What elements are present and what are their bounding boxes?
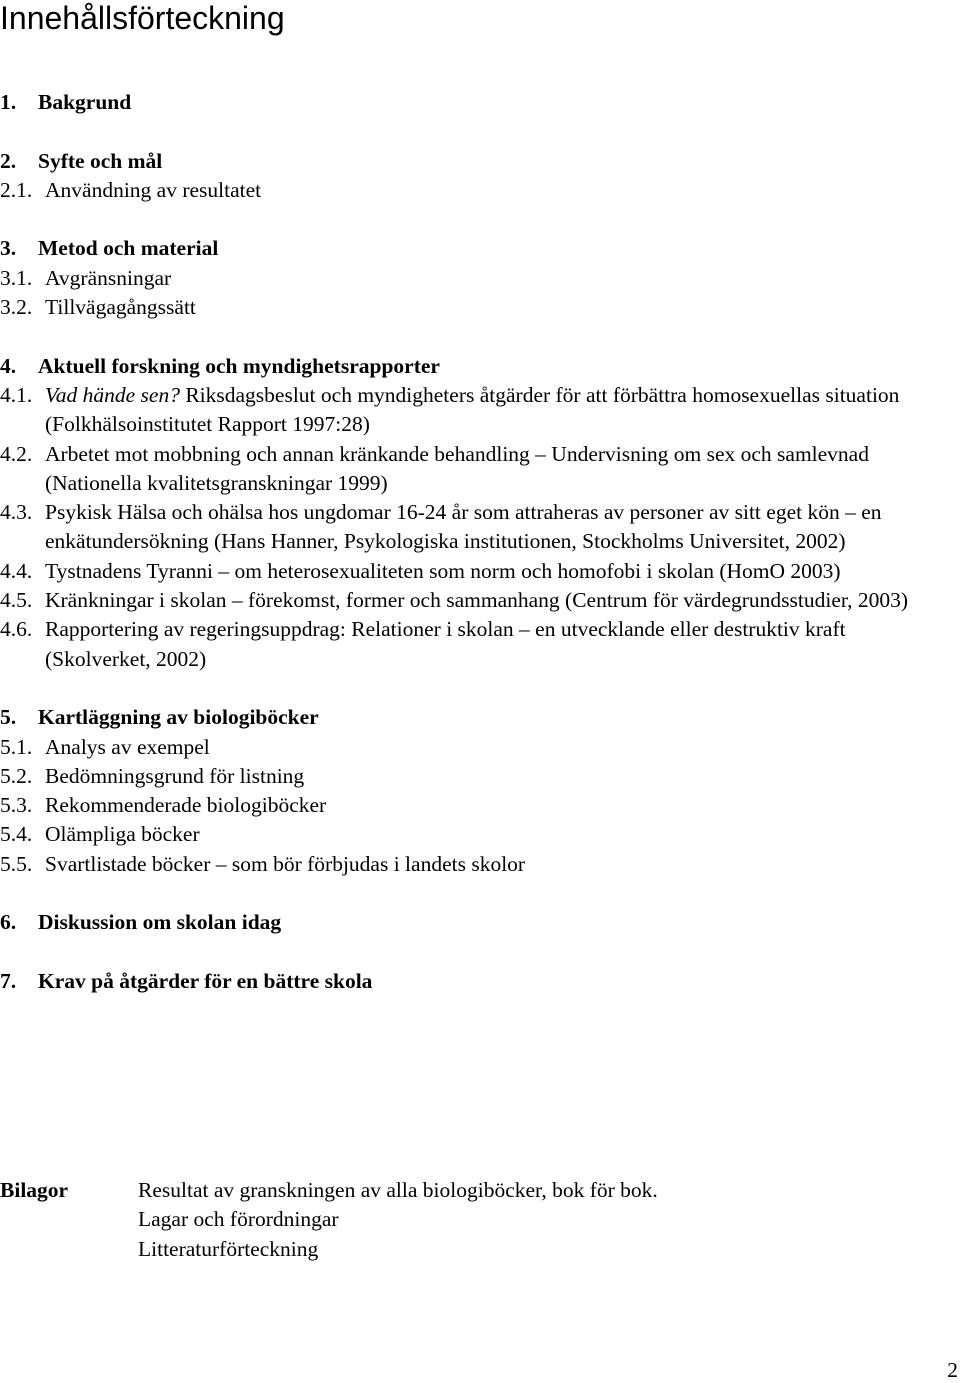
toc-subsection	[0, 557, 955, 586]
appendices	[0, 1176, 658, 1264]
toc-subsection-text: Riksdagsbeslut och myndigheters åtgärder för att förbättra homosexuellas situation (Folkhälsoinstitutet Rapport 1997:28)	[45, 382, 900, 437]
toc-subsection-number: 5.5.	[0, 851, 33, 876]
toc-subsection-number: 5.4.	[0, 822, 33, 847]
toc-heading-title: Bakgrund	[38, 90, 132, 114]
toc-heading-title: Krav på åtgärder för en bättre skola	[38, 968, 373, 993]
toc-subsection-title	[45, 557, 955, 586]
toc-subsection-text: Kränkningar i skolan – förekomst, former och sammanhang (Centrum för värdegrundsstudier, 2003)	[45, 588, 909, 613]
toc-heading-number: 1.	[0, 90, 17, 114]
appendices-label: Bilagor	[0, 1178, 69, 1202]
toc-subsection-italic: Vad hände sen?	[45, 382, 180, 407]
toc-subsection-number: 4.2.	[0, 441, 33, 466]
toc-subsection-text: Användning av resultatet	[45, 177, 262, 202]
toc-subsection	[0, 615, 955, 674]
toc-subsection-number: 4.3.	[0, 500, 33, 525]
toc-subsection	[0, 586, 955, 615]
toc-subsection	[0, 850, 955, 879]
toc-subsection-title	[45, 850, 955, 879]
toc-section	[0, 703, 955, 879]
toc-subsection-title	[45, 615, 955, 674]
toc-subsection	[0, 820, 955, 849]
toc-subsection-title	[45, 176, 955, 205]
toc-heading-number: 5.	[0, 705, 17, 730]
toc-subsection	[0, 791, 955, 820]
toc-section	[0, 88, 955, 117]
toc-subsection-number: 4.5.	[0, 588, 33, 613]
page-number: 2	[947, 1358, 958, 1382]
toc-heading	[0, 908, 955, 937]
toc-subsection-title	[45, 293, 955, 322]
toc-heading	[0, 703, 955, 732]
toc-heading-title: Syfte och mål	[38, 148, 163, 173]
toc-subsection-number: 5.3.	[0, 793, 33, 818]
toc-heading-title: Kartläggning av biologiböcker	[38, 705, 319, 730]
toc-subsection-title	[45, 762, 955, 791]
toc-subsection	[0, 381, 955, 440]
toc-subsection-text: Tillvägagångssätt	[45, 295, 196, 320]
toc-heading-number: 6.	[0, 910, 17, 935]
toc-subsection	[0, 733, 955, 762]
table-of-contents	[0, 88, 955, 1026]
toc-subsection-title	[45, 264, 955, 293]
toc-subsection-title	[45, 498, 955, 557]
toc-subsection-text: Tystnadens Tyranni – om heterosexualiteten som norm och homofobi i skolan (HomO 2003)	[45, 558, 841, 583]
toc-heading-title: Metod och material	[38, 236, 219, 261]
toc-heading-number: 2.	[0, 148, 17, 173]
toc-subsection-text: Analys av exempel	[45, 734, 210, 759]
toc-subsection-text: Olämpliga böcker	[45, 822, 200, 847]
toc-section	[0, 908, 955, 937]
appendix-item: Litteraturförteckning	[138, 1236, 319, 1261]
toc-subsection-text: Bedömningsgrund för listning	[45, 763, 305, 788]
toc-subsection	[0, 176, 955, 205]
toc-subsection-number: 5.2.	[0, 763, 33, 788]
toc-heading	[0, 147, 955, 176]
toc-subsection-number: 5.1.	[0, 734, 33, 759]
toc-subsection-number: 2.1.	[0, 177, 33, 202]
toc-subsection-number: 4.1.	[0, 382, 33, 407]
toc-subsection-title	[45, 381, 955, 440]
toc-heading-title: Diskussion om skolan idag	[38, 910, 282, 935]
toc-subsection-title	[45, 440, 955, 499]
toc-heading	[0, 352, 955, 381]
toc-subsection-number: 4.4.	[0, 558, 33, 583]
toc-subsection-text: Svartlistade böcker – som bör förbjudas i landets skolor	[45, 851, 526, 876]
appendix-item: Lagar och förordningar	[138, 1207, 339, 1232]
toc-subsection-text: Avgränsningar	[45, 265, 172, 290]
toc-heading-number: 7.	[0, 968, 17, 993]
toc-subsection	[0, 264, 955, 293]
toc-heading-number: 4.	[0, 353, 17, 378]
toc-subsection	[0, 293, 955, 322]
appendices-list	[138, 1176, 658, 1264]
toc-subsection-title	[45, 586, 955, 615]
toc-subsection-text: Psykisk Hälsa och ohälsa hos ungdomar 16-24 år som attraheras av personer av sitt eget kön – en enkätundersökning (Hans Hanner, Psykologiska institutionen, Stockholms Universitet, 2002)	[45, 500, 882, 554]
page-title: Innehållsförteckning	[0, 0, 285, 36]
toc-heading-number: 3.	[0, 236, 17, 261]
toc-section	[0, 967, 955, 996]
toc-heading	[0, 234, 955, 263]
toc-subsection-number: 3.2.	[0, 295, 33, 320]
toc-heading	[0, 967, 955, 996]
toc-section	[0, 352, 955, 674]
toc-subsection-text: Arbetet mot mobbning och annan kränkande behandling – Undervisning om sex och samlevnad (Nationella kvalitetsgranskningar 1999)	[45, 441, 869, 495]
toc-subsection-text: Rekommenderade biologiböcker	[45, 793, 327, 818]
toc-section	[0, 234, 955, 322]
toc-subsection	[0, 762, 955, 791]
toc-subsection	[0, 498, 955, 557]
toc-subsection-title	[45, 791, 955, 820]
appendix-item: Resultat av granskningen av alla biologiböcker, bok för bok.	[138, 1178, 658, 1202]
toc-subsection-text: Rapportering av regeringsuppdrag: Relationer i skolan – en utvecklande eller destruktiv kraft (Skolverket, 2002)	[45, 617, 846, 671]
toc-subsection-title	[45, 820, 955, 849]
toc-subsection-number: 4.6.	[0, 617, 33, 642]
toc-heading-title: Aktuell forskning och myndighetsrapporter	[38, 353, 440, 378]
toc-subsection	[0, 440, 955, 499]
toc-section	[0, 147, 955, 206]
toc-subsection-number: 3.1.	[0, 265, 33, 290]
toc-subsection-title	[45, 733, 955, 762]
toc-heading	[0, 88, 955, 117]
